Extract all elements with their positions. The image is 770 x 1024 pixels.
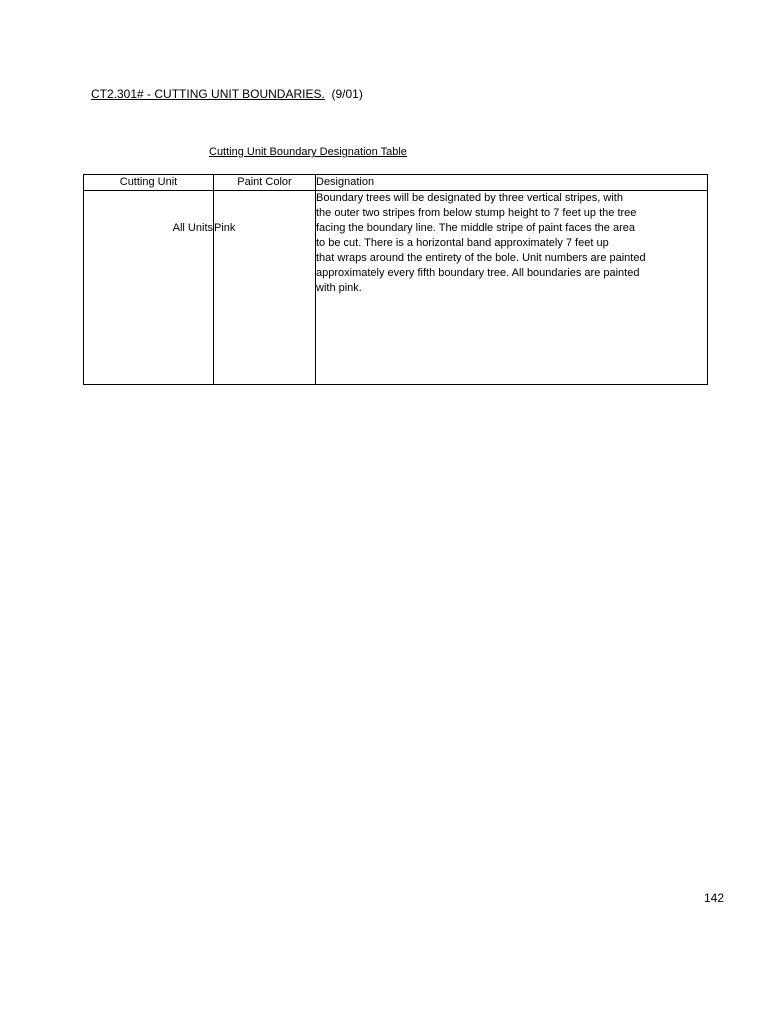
cell-cutting-unit <box>84 191 214 385</box>
header-designation: Designation <box>316 175 708 191</box>
boundary-designation-table <box>83 174 708 385</box>
designation-line: the outer two stripes from below stump height to 7 feet up the tree <box>316 207 637 219</box>
designation-line: approximately every fifth boundary tree. All boundaries are painted <box>316 267 640 279</box>
header-cutting-unit: Cutting Unit <box>84 175 214 191</box>
table-title: Cutting Unit Boundary Designation Table <box>209 146 407 158</box>
designation-line: Boundary trees will be designated by three vertical stripes, with <box>316 192 623 204</box>
section-code-title: CT2.301# - CUTTING UNIT BOUNDARIES. <box>91 87 325 101</box>
table-row <box>84 191 708 385</box>
designation-line: with pink. <box>316 282 362 294</box>
paint-color-value: Pink <box>214 222 236 234</box>
section-heading <box>91 87 363 101</box>
cutting-unit-value: All Units <box>172 222 213 234</box>
cell-paint-color <box>214 191 316 385</box>
designation-line: that wraps around the entirety of the bole. Unit numbers are painted <box>316 252 646 264</box>
designation-line: to be cut. There is a horizontal band approximately 7 feet up <box>316 237 609 249</box>
header-paint-color: Paint Color <box>214 175 316 191</box>
page-number: 142 <box>704 891 725 905</box>
cell-designation <box>316 191 708 385</box>
section-date: (9/01) <box>331 87 363 101</box>
table-header-row <box>84 175 708 191</box>
designation-line: facing the boundary line. The middle stripe of paint faces the area <box>316 222 635 234</box>
